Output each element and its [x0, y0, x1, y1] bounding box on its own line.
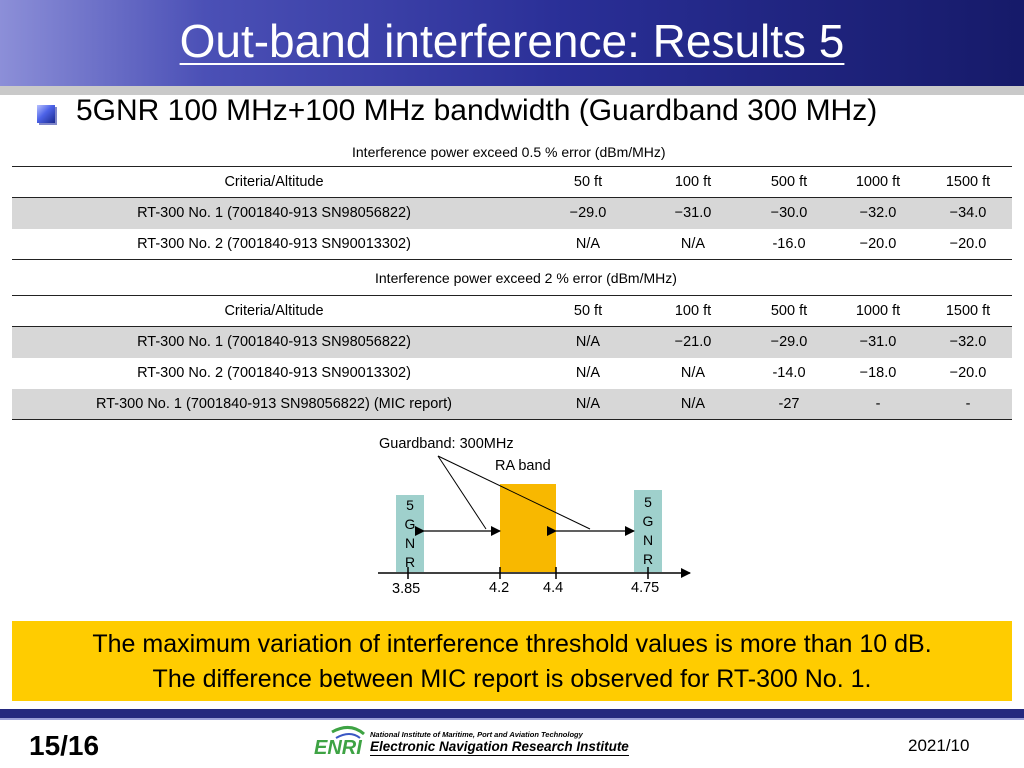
table-cell: −29.0	[536, 198, 640, 229]
footer-divider-accent	[0, 718, 1024, 720]
guardband-callout-line	[438, 456, 590, 529]
footer-divider	[0, 709, 1024, 718]
gnr-letter: R	[642, 551, 654, 567]
guardband-callout-line	[438, 456, 486, 529]
table-cell: -14.0	[772, 365, 806, 381]
gnr-letter: 5	[644, 494, 652, 510]
header-cell: 500 ft	[746, 167, 832, 198]
table-cell: -27	[746, 389, 832, 420]
table-cell: RT-300 No. 1 (7001840-913 SN98056822)	[12, 198, 536, 229]
axis-tick-label: 4.2	[489, 580, 510, 596]
institute-name: Electronic Navigation Research Institute	[370, 739, 629, 754]
table-cell: N/A	[640, 389, 746, 420]
conclusion-line: The maximum variation of interference threshold values is more than 10 dB.	[92, 630, 932, 658]
header-cell: 1000 ft	[832, 167, 924, 198]
table-cell: −32.0	[924, 327, 1012, 358]
header-cell: 1500 ft	[924, 296, 1012, 327]
header-cell: 500 ft	[746, 296, 832, 327]
table1-caption: Interference power exceed 0.5 % error (dBm/MHz)	[352, 144, 666, 160]
table-cell: −20.0	[924, 229, 1012, 260]
table-cell: N/A	[536, 389, 640, 420]
table-cell: −20.0	[832, 229, 924, 260]
table2-caption: Interference power exceed 2 % error (dBm/MHz)	[375, 270, 677, 286]
gnr-letter: R	[404, 553, 416, 570]
axis-tick-label: 4.75	[631, 580, 660, 596]
header-cell: 1500 ft	[924, 167, 1012, 198]
slide-subtitle: 5GNR 100 MHz+100 MHz bandwidth (Guardband 300 MHz)	[76, 94, 878, 127]
table-cell: −31.0	[640, 198, 746, 229]
table-cell: N/A	[536, 229, 640, 260]
table-cell: N/A	[640, 229, 746, 260]
axis-tick-label: 4.4	[543, 580, 564, 596]
table-cell: −30.0	[746, 198, 832, 229]
institute-parent-name: National Institute of Maritime, Port and Aviation Technology	[370, 730, 583, 739]
slide-date: 2021/10	[908, 736, 970, 755]
guardband-label: Guardband: 300MHz	[379, 436, 514, 452]
table-cell: -	[924, 389, 1012, 420]
slide-title: Out-band interference: Results 5	[179, 15, 845, 67]
table-cell: RT-300 No. 2 (7001840-913 SN90013302)	[12, 229, 536, 260]
gnr-letter: 5	[406, 496, 414, 513]
table-cell: −32.0	[832, 198, 924, 229]
gnr-letter: N	[404, 534, 416, 551]
header-cell: 50 ft	[536, 167, 640, 198]
page-number: 15/16	[29, 730, 100, 761]
table-cell: −21.0	[640, 327, 746, 358]
header-cell: 50 ft	[536, 296, 640, 327]
gnr-letter: G	[642, 513, 654, 529]
axis-tick-label: 3.85	[392, 581, 421, 597]
header-cell: 100 ft	[640, 296, 746, 327]
header-cell: Criteria/Altitude	[12, 167, 536, 198]
table-cell: N/A	[680, 365, 706, 381]
table-cell: −29.0	[746, 327, 832, 358]
table-cell: −18.0	[859, 365, 897, 381]
conclusion-line: The difference between MIC report is observed for RT-300 No. 1.	[152, 665, 872, 693]
ra-band-label: RA band	[495, 458, 551, 474]
header-cell: Criteria/Altitude	[12, 296, 536, 327]
table-cell: RT-300 No. 2 (7001840-913 SN90013302)	[137, 365, 411, 381]
table-cell: −34.0	[924, 198, 1012, 229]
table-cell: N/A	[575, 365, 601, 381]
gnr-letter: G	[404, 515, 416, 532]
enri-logo-icon	[312, 724, 368, 764]
gnr-letter: N	[642, 532, 654, 548]
header-cell: 1000 ft	[832, 296, 924, 327]
table-cell: -	[832, 389, 924, 420]
conclusion-box	[12, 621, 1012, 701]
table-cell: -16.0	[746, 229, 832, 260]
table-cell: N/A	[536, 327, 640, 358]
table-cell: RT-300 No. 1 (7001840-913 SN98056822) (MIC report)	[12, 389, 536, 420]
header-cell: 100 ft	[640, 167, 746, 198]
enri-logo-text: ENRI	[314, 737, 362, 759]
table-cell: RT-300 No. 1 (7001840-913 SN98056822)	[12, 327, 536, 358]
table-cell: −31.0	[832, 327, 924, 358]
table-cell: −20.0	[949, 365, 987, 381]
